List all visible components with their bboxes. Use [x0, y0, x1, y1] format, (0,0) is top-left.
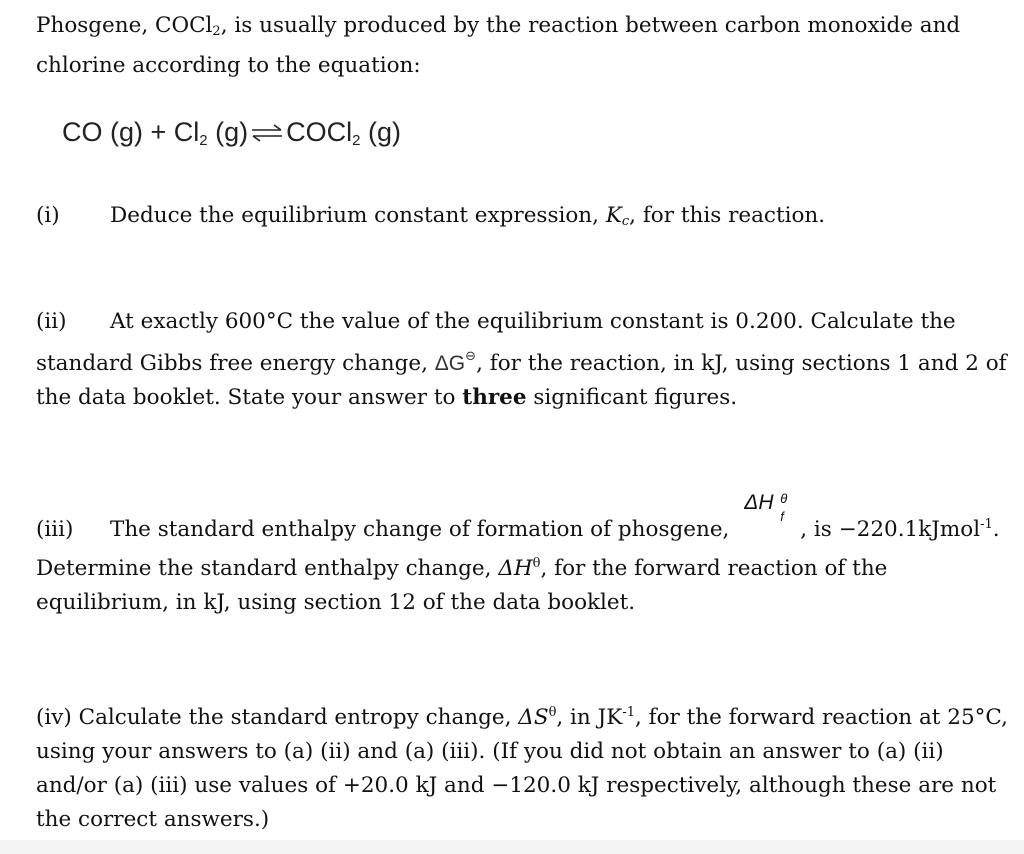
- part-i-text-a: Deduce the equilibrium constant expression,: [110, 203, 606, 228]
- equation-reactant-subscript: 2: [199, 132, 208, 149]
- delta-hf-subscript: f: [780, 509, 784, 524]
- intro-subscript: 2: [212, 24, 221, 39]
- part-iii-paragraph: [36, 491, 1011, 620]
- part-iii-label: (iii): [36, 517, 74, 542]
- part-iii-text-d: , for the forward reaction of the equilibrium, in kJ, using section 12 of the data booklet.: [36, 556, 888, 615]
- part-ii-text-b: , for the reaction, in kJ, using sections 1 and 2 of the data booklet. State your answer to: [36, 351, 1007, 410]
- delta-h-symbol: ΔH: [498, 556, 533, 581]
- part-iii-text-c: . Determine the standard enthalpy change,: [36, 517, 1000, 581]
- reaction-equation: [62, 112, 401, 161]
- part-iii-text-b: , is −220.1kJmol: [800, 517, 981, 542]
- equation-reactants: CO (g) + Cl: [62, 117, 200, 147]
- part-i-text-b: , for this reaction.: [629, 203, 826, 228]
- part-i-paragraph: [36, 199, 1011, 239]
- delta-s-symbol: ΔS: [518, 705, 549, 730]
- delta-hf-main: ΔH: [744, 491, 774, 514]
- intro-paragraph: [36, 9, 1011, 83]
- equation-product: COCl: [286, 117, 353, 147]
- part-iv-unit-superscript: -1: [622, 705, 635, 720]
- equation-product-state: (g): [360, 117, 401, 147]
- part-i-label: (i): [36, 203, 60, 228]
- delta-s-standard-symbol: θ: [548, 705, 557, 720]
- kc-subscript: c: [621, 214, 630, 229]
- part-iii-unit-superscript: -1: [980, 517, 993, 532]
- delta-hf-symbol: [744, 491, 796, 534]
- part-iv-text-c: , for the forward reaction at 25°C, using your answers to (a) (ii) and (a) (iii). (If you did not obtain an answer to (a) (ii) and/or (a) (iii) use values of +20.0 kJ and −120.0 kJ respectively, although these are not the correct answers.): [36, 705, 1008, 832]
- intro-text-a: Phosgene, COCl: [36, 13, 213, 38]
- part-ii-text-c: significant figures.: [526, 385, 738, 410]
- part-iii-text-a: The standard enthalpy change of formation of phosgene,: [110, 517, 737, 542]
- part-ii-paragraph: [36, 305, 1011, 415]
- bottom-edge-strip: [0, 840, 1024, 854]
- part-ii-label: (ii): [36, 309, 67, 334]
- part-iv-text-b: , in JK: [556, 705, 623, 730]
- part-ii-text-a: At exactly 600°C the value of the equilibrium constant is 0.200. Calculate the standard Gibbs free energy change,: [36, 309, 956, 376]
- delta-g-symbol: ΔG: [434, 352, 466, 375]
- part-ii-bold-word: three: [462, 385, 527, 410]
- part-iv-text-a: Calculate the standard entropy change,: [71, 705, 519, 730]
- intro-text-b: , is usually produced by the reaction between carbon monoxide and chlorine according to the equation:: [36, 13, 961, 78]
- kc-symbol: K: [605, 203, 622, 228]
- equation-reactant-state: (g): [207, 117, 249, 147]
- delta-hf-standard-symbol: θ: [780, 491, 788, 506]
- delta-h-standard-symbol: θ: [532, 556, 541, 571]
- part-iv-label: (iv): [36, 705, 72, 730]
- delta-g-standard-symbol: ⊖: [465, 348, 477, 363]
- equilibrium-arrow-icon: [250, 123, 284, 143]
- part-iv-paragraph: [36, 696, 1011, 837]
- equation-product-subscript: 2: [352, 132, 361, 149]
